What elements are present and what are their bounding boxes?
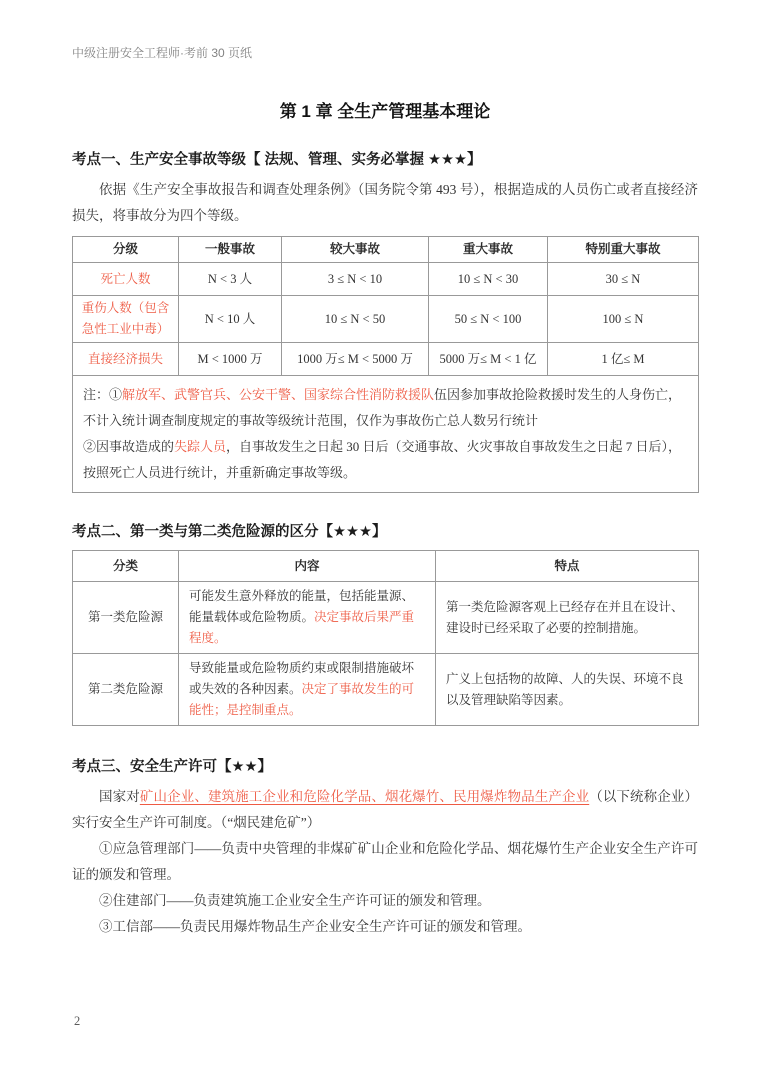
feature-cell: 第一类危险源客观上已经存在并且在设计、建设时已经采取了必要的控制措施。 [436,582,699,654]
text-run: （以下统称企业）实行安全生产许可制度。（“烟民建危矿”） [72,789,699,830]
page-number: 2 [74,1014,81,1028]
row-label: 重伤人数（包含急性工业中毒） [73,296,179,343]
table-cell: M < 1000 万 [179,343,282,376]
hazard-source-table [72,550,699,726]
col-header: 内容 [179,551,436,582]
table-note-cell [73,376,699,493]
table-row [73,296,699,343]
note-line-2 [83,434,688,486]
content-cell [179,654,436,726]
col-header: 特点 [436,551,699,582]
table-row [73,654,699,726]
highlighted-text: 失踪人员 [174,439,227,454]
table-header-row [73,551,699,582]
col-header: 重大事故 [429,237,548,263]
text-run: ，自事故发生之日起 30 日后（交通事故、火灾事故自事故发生之日起 7 日后），按照死亡人员进行统计，并重新确定事故等级。 [83,439,682,480]
col-header: 分级 [73,237,179,263]
table-cell: 5000 万≤ M < 1 亿 [429,343,548,376]
table-cell: 10 ≤ N < 30 [429,263,548,296]
col-header: 较大事故 [282,237,429,263]
table-cell: 1 亿≤ M [548,343,699,376]
note-line-1 [83,382,688,434]
col-header: 特别重大事故 [548,237,699,263]
section1-intro: 依据《生产安全事故报告和调查处理条例》（国务院令第 493 号），根据造成的人员伤亡或者直接经济损失，将事故分为四个等级。 [72,182,698,223]
table-cell: 1000 万≤ M < 5000 万 [282,343,429,376]
table-cell: 30 ≤ N [548,263,699,296]
highlighted-text: 决定了事故发生的可能性；是控制重点。 [189,682,415,717]
section3-heading: 考点三、安全生产许可【★★】 [72,759,272,775]
content-cell [179,582,436,654]
row-label: 死亡人数 [73,263,179,296]
section1-heading: 考点一、生产安全事故等级【 法规、管理、实务必掌握 ★★★】 [72,152,482,168]
table-row [73,343,699,376]
table-row [73,263,699,296]
list-item: ③工信部——负责民用爆炸物品生产企业安全生产许可证的颁发和管理。 [99,919,531,934]
table-header-row [73,237,699,263]
col-header: 一般事故 [179,237,282,263]
chapter-title: 第 1 章 全生产管理基本理论 [279,102,491,121]
section3-items [72,836,698,940]
list-item: ①应急管理部门——负责中央管理的非煤矿矿山企业和危险化学品、烟花爆竹生产企业安全生产许可证的颁发和管理。 [72,841,698,882]
table-cell: 3 ≤ N < 10 [282,263,429,296]
table-cell: 10 ≤ N < 50 [282,296,429,343]
accident-grade-table [72,236,699,493]
text-run: 导致能量或危险物质约束或限制措施破坏或失效的各种因素。 [189,661,415,696]
text-run: 伍因参加事故抢险救援时发生的人身伤亡，不计入统计调查制度规定的事故等级统计范围，仅作为事故伤亡总人数另行统计 [83,387,682,428]
text-run: 国家对 [99,789,140,804]
highlighted-text: 解放军、武警官兵、公安干警、国家综合性消防救援队 [122,387,435,402]
row-label: 第二类危险源 [73,654,179,726]
row-label: 直接经济损失 [73,343,179,376]
text-run: ②因事故造成的 [83,439,175,454]
text-run: 可能发生意外释放的能量，包括能量源、能量载体或危险物质。 [189,589,415,624]
text-run: 注：① [83,387,123,402]
section3-intro [72,784,698,836]
col-header: 分类 [73,551,179,582]
highlighted-text: 矿山企业、建筑施工企业和危险化学品、烟花爆竹、民用爆炸物品生产企业 [139,789,590,804]
table-cell: N < 10 人 [179,296,282,343]
row-label: 第一类危险源 [73,582,179,654]
table-row [73,582,699,654]
table-cell: 100 ≤ N [548,296,699,343]
list-item: ②住建部门——负责建筑施工企业安全生产许可证的颁发和管理。 [99,893,491,908]
feature-cell: 广义上包括物的故障、人的失误、环境不良以及管理缺陷等因素。 [436,654,699,726]
table-cell: 50 ≤ N < 100 [429,296,548,343]
table-note-row [73,376,699,493]
section2-heading: 考点二、第一类与第二类危险源的区分【★★★】 [72,524,387,540]
highlighted-text: 决定事故后果严重程度。 [189,610,415,645]
table-cell: N < 3 人 [179,263,282,296]
document-header: 中级注册安全工程师·考前 30 页纸 [72,46,253,60]
